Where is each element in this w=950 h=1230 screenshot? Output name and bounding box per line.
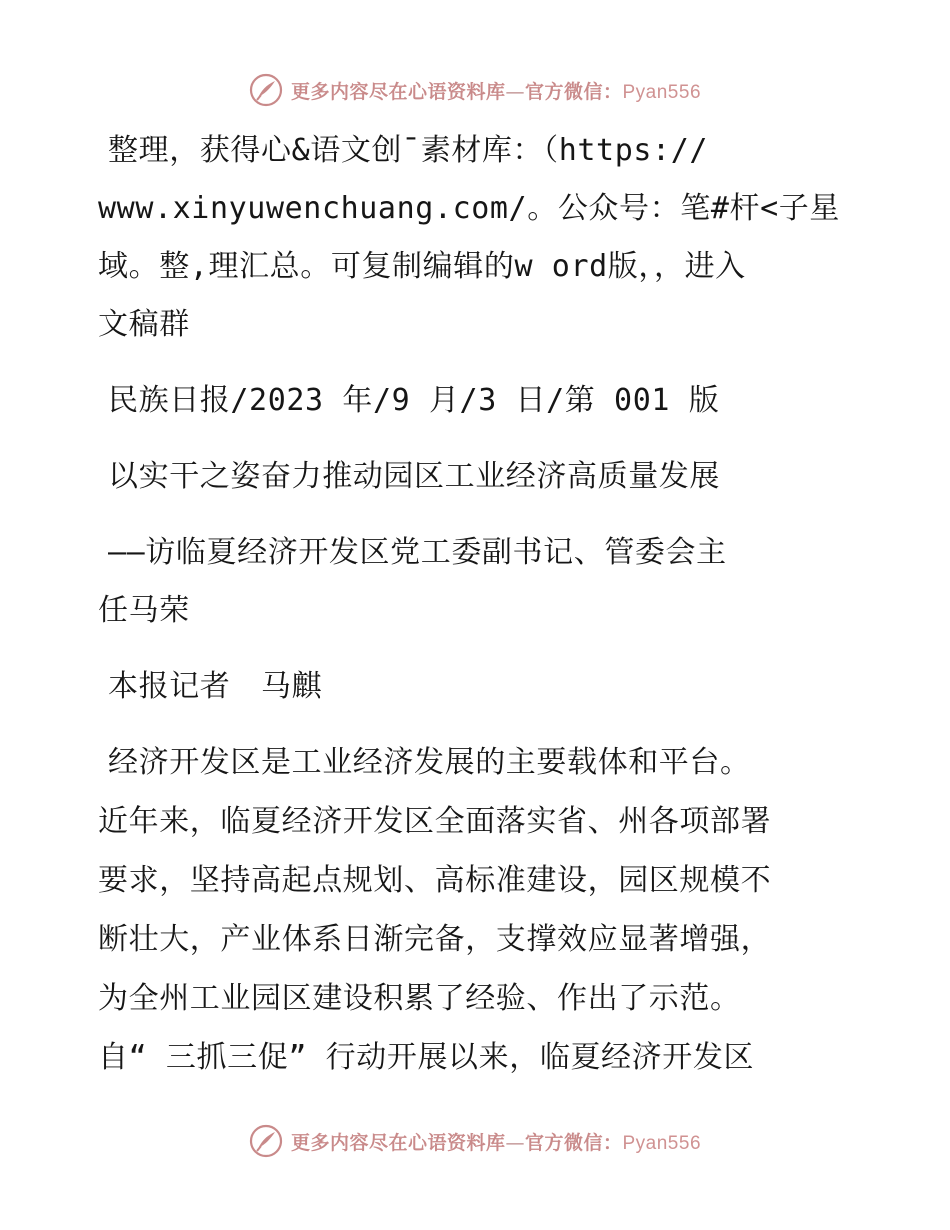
body-line: 为全州工业园区建设积累了经验、作出了示范。 xyxy=(98,981,741,1016)
dateline-text: 民族日报/2023 年/9 月/3 日/第 001 版 xyxy=(108,383,720,418)
subtitle xyxy=(98,524,858,640)
dateline xyxy=(98,372,858,430)
watermark-text: 更多内容尽在心语资料库—官方微信：Pyan556 xyxy=(290,80,702,103)
intro-line: www.xinyuwenchuang.com/。公众号：笔#杆<子星 xyxy=(98,191,840,226)
watermark-text: 更多内容尽在心语资料库—官方微信：Pyan556 xyxy=(290,1131,702,1154)
watermark-footer xyxy=(0,1121,950,1161)
intro-line: 整理，获得心&语文创¯素材库：（https:// xyxy=(108,133,709,168)
watermark-header xyxy=(0,70,950,110)
subtitle-line: 任马荣 xyxy=(98,593,190,628)
byline xyxy=(98,658,858,716)
body-line: 断壮大，产业体系日渐完备，支撑效应显著增强， xyxy=(98,922,772,957)
body-line: 近年来，临夏经济开发区全面落实省、州各项部署 xyxy=(98,804,772,839)
headline-text: 以实干之姿奋力推动园区工业经济高质量发展 xyxy=(108,459,720,494)
body-line: 要求，坚持高起点规划、高标准建设，园区规模不 xyxy=(98,863,772,898)
subtitle-line: ——访临夏经济开发区党工委副书记、管委会主 xyxy=(108,535,727,570)
intro-line: 域。整,理汇总。可复制编辑的w ord版，，进入 xyxy=(98,249,746,284)
quill-pen-icon xyxy=(249,73,283,107)
intro-line: 文稿群 xyxy=(98,307,190,342)
quill-pen-icon xyxy=(249,1124,283,1158)
byline-text: 本报记者 马麒 xyxy=(108,669,323,704)
headline xyxy=(98,448,858,506)
body-line: 经济开发区是工业经济发展的主要载体和平台。 xyxy=(108,745,751,780)
intro-paragraph xyxy=(98,122,858,354)
body-line: 自“ 三抓三促” 行动开展以来，临夏经济开发区 xyxy=(98,1040,755,1075)
article-content xyxy=(98,122,858,1106)
body-paragraph xyxy=(98,734,858,1088)
